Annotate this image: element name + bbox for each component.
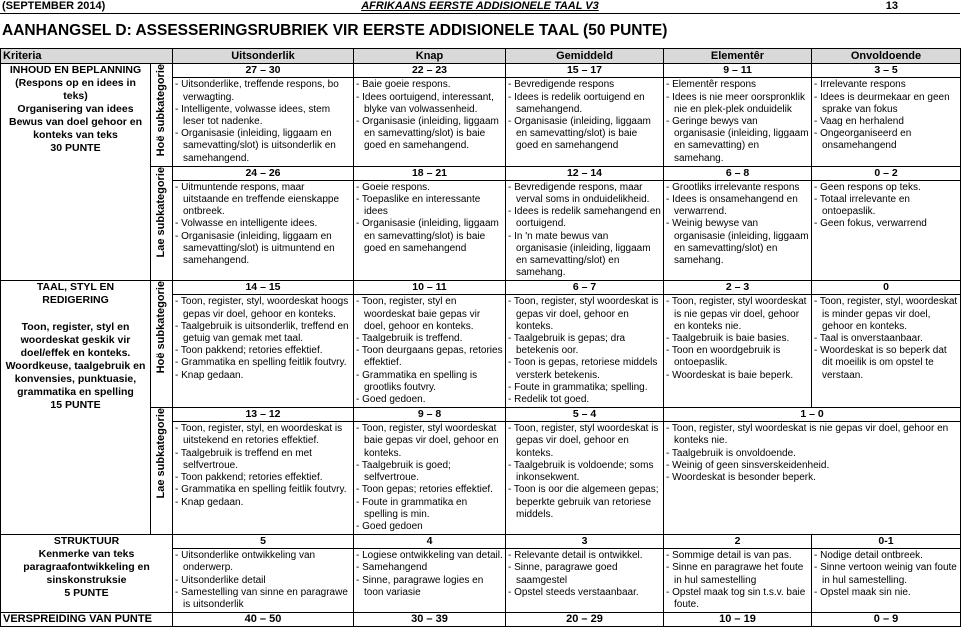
descriptor-line: - Toon, register, styl woordeskat baie gepas vir doel, gehoor en konteks. (356, 423, 499, 459)
score-band: 27 – 30 (173, 64, 354, 78)
descriptor-line: - Elementêr respons (666, 79, 757, 91)
descriptor-line: - Sinne vertoon weinig van foute in hul samestelling. (814, 562, 957, 586)
descriptor-line: - Grootliks irrelevante respons (666, 181, 800, 193)
descriptor-line: - Toon, register, styl woordeskat is gepas vir doel, gehoor en konteks. (508, 423, 659, 459)
descriptor-line: - Vaag en herhalend (814, 116, 904, 128)
descriptor-cell (664, 180, 812, 281)
descriptor-line: - Geen fokus, verwarrend (814, 218, 927, 230)
header-date: (SEPTEMBER 2014) (2, 0, 106, 12)
descriptor-line: - Taalgebruik is treffend. (356, 333, 463, 345)
score-band: 2 – 3 (664, 281, 812, 295)
descriptor-line: - Totaal irrelevante en ontoepaslik. (814, 194, 910, 218)
descriptor-line: - Sinne, paragrawe goed saamgestel (508, 562, 618, 586)
descriptor-line: - Goeie respons. (356, 181, 430, 193)
spread-value: 20 – 29 (506, 613, 664, 627)
descriptor-line: - In 'n mate bewus van organisasie (inleiding, liggaam en samevatting/slot) en samehang. (508, 230, 651, 279)
score-band: 12 – 14 (506, 166, 664, 180)
descriptor-line: - Toepaslike en interessante idees (356, 194, 481, 218)
subcategory-label: Lae subkategorie (155, 408, 167, 499)
descriptor-line: - Organisasie (inleiding, liggaam en samevatting/slot) is baie goed en samehangend (508, 116, 651, 152)
descriptor-line: - Toon gepas; retories effektief. (356, 484, 493, 496)
descriptor-line: - Organisasie (inleiding, liggaam en samevatting/slot) is uitmuntend en samehangend. (175, 230, 335, 267)
descriptor-cell (173, 422, 354, 535)
score-band: 5 – 4 (506, 408, 664, 422)
criterion-line: Bewus van doel gehoor en konteks van teks (8, 116, 143, 142)
criterion-line: STRUKTUUR (53, 535, 120, 548)
descriptor-line: - Bevredigende respons (508, 79, 615, 91)
score-band: 6 – 8 (664, 166, 812, 180)
descriptor-line: - Uitsonderlike, treffende respons, bo verwagting. (175, 79, 339, 103)
descriptor-line: - Idees is deurmekaar en geen sprake van fokus (814, 91, 950, 115)
spread-value: 10 – 19 (664, 613, 812, 627)
descriptor-line: - Toon, register, styl, woordeskat is minder gepas vir doel, gehoor en konteks. (814, 296, 958, 332)
descriptor-line: - Idees is onsamehangend en verwarrend. (666, 194, 798, 218)
score-band: 10 – 11 (354, 281, 506, 295)
spread-row (1, 613, 961, 627)
criterion-line: Organisering van idees (17, 103, 134, 116)
descriptor-line: - Uitsonderlike ontwikkeling van onderwerp. (175, 550, 316, 574)
descriptor-line: - Volwasse en intelligente idees. (175, 218, 318, 230)
criterion-line: TAAL, STYL EN REDIGERING (36, 281, 115, 307)
header-row (1, 49, 961, 64)
spread-value: 40 – 50 (173, 613, 354, 627)
descriptor-line: - Irrelevante respons (814, 79, 906, 91)
descriptor-line: - Taalgebruik is onvoldoende. (666, 447, 796, 459)
descriptor-cell (506, 78, 664, 166)
descriptor-line: - Grammatika en spelling feitlik foutvry. (175, 484, 347, 496)
header-rule (0, 13, 960, 14)
descriptor-line: - Toon, register, styl woordeskat is nie gepas vir doel, gehoor en konteks nie. (666, 423, 949, 447)
descriptor-cell (173, 295, 354, 408)
descriptor-line: - Organisasie (inleiding, liggaam en samevatting/slot) is baie goed en samehangend. (356, 116, 499, 152)
score-band: 3 (506, 535, 664, 549)
descriptor-line: - Idees is redelik oortuigend en samehangend. (508, 91, 645, 115)
spread-value: 30 – 39 (354, 613, 506, 627)
column-header: Knap (354, 49, 506, 64)
descriptor-line: - Redelik tot goed. (508, 394, 590, 406)
descriptor-line: - Idees is nie meer oorspronklik nie en plek-plek onduidelik (666, 91, 805, 115)
score-band: 0 (812, 281, 961, 295)
descriptor-line: - Uitsonderlike detail (175, 574, 266, 586)
descriptor-line: - Toon pakkend; retories effektief. (175, 472, 323, 484)
descriptor-line: - Idees oortuigend, interessant, blyke van volwassenheid. (356, 91, 494, 115)
descriptor-line: - Goed gedoen (356, 520, 423, 532)
descriptor-line: - Sommige detail is van pas. (666, 550, 792, 562)
descriptor-line: - Taalgebruik is goed; selfvertroue. (356, 459, 451, 484)
criterion-language (1, 281, 151, 535)
descriptor-line: - Opstel maak tog sin t.s.v. baie foute. (666, 586, 806, 610)
criterion-line: INHOUD EN BEPLANNING (9, 64, 142, 77)
descriptor-line: - Foute in grammatika; spelling. (508, 381, 648, 393)
descriptor-cell (354, 422, 506, 535)
descriptor-cell (506, 422, 664, 535)
descriptor-line: - Taalgebruik is voldoende; soms inkonsekwent. (508, 459, 654, 484)
criterion-line: Toon, register, styl en woordeskat geskik vir doel/effek en konteks. (20, 321, 131, 360)
descriptor-line: - Taalgebruik is uitsonderlik, treffend en getuig van gemak met taal. (175, 320, 349, 345)
descriptor-line: - Geringe bewys van organisasie (inleiding, liggaam en samevatting) en samehang. (666, 116, 809, 164)
subcategory-label: Lae subkategorie (155, 166, 167, 258)
descriptor-line: - Relevante detail is ontwikkel. (508, 550, 643, 562)
descriptor-cell (354, 549, 506, 613)
criterion-line: Kenmerke van teks paragraafontwikkeling en sinskonstruksie (23, 548, 150, 587)
language-high-score-row (1, 281, 961, 295)
header-subject: AFRIKAANS EERSTE ADDISIONELE TAAL V3 (361, 0, 599, 12)
subcategory-high_label (151, 281, 173, 408)
content-high-score-row (1, 64, 961, 78)
score-band: 24 – 26 (173, 166, 354, 180)
structure-score-row (1, 535, 961, 549)
descriptor-line: - Nodige detail ontbreek. (814, 550, 923, 562)
score-band: 4 (354, 535, 506, 549)
header-page-number: 13 (885, 0, 898, 12)
descriptor-line: - Foute in grammatika en spelling is min. (356, 496, 468, 520)
descriptor-line: - Geen respons op teks. (814, 181, 921, 193)
descriptor-cell (173, 180, 354, 281)
descriptor-line: - Toon is oor die algemeen gepas; beperkte gebruik van retoriese middels. (508, 484, 659, 520)
score-band: 6 – 7 (506, 281, 664, 295)
descriptor-cell (506, 180, 664, 281)
descriptor-line: - Logiese ontwikkeling van detail. (356, 550, 503, 562)
descriptor-line: - Taal is onverstaanbaar. (814, 333, 923, 345)
column-header: Onvoldoende (812, 49, 961, 64)
descriptor-cell (354, 295, 506, 408)
criterion-line: (Respons op en idees in teks) (15, 77, 136, 103)
subcategory-high_label (151, 64, 173, 166)
descriptor-line: - Toon, register, styl woordeskat is gepas vir doel, gehoor en konteks. (508, 296, 659, 332)
spread-value: 0 – 9 (812, 613, 961, 627)
descriptor-cell (812, 549, 961, 613)
descriptor-line: - Taalgebruik is gepas; dra betekenis oor. (508, 333, 626, 357)
descriptor-cell (354, 78, 506, 166)
descriptor-line: - Goed gedoen. (356, 394, 426, 406)
descriptor-line: - Knap gedaan. (175, 496, 244, 508)
descriptor-line: - Woordeskat is besonder beperk. (666, 472, 816, 484)
descriptor-line: - Toon is gepas, retoriese middels versterk betekenis. (508, 357, 658, 381)
score-band: 2 (664, 535, 812, 549)
descriptor-cell (812, 180, 961, 281)
descriptor-line: - Toon, register, styl, woordeskat hoogs gepas vir doel, gehoor en konteks. (175, 296, 349, 320)
score-band: 0-1 (812, 535, 961, 549)
criterion-line: 5 PUNTE (64, 587, 109, 600)
criterion-structure (1, 535, 173, 613)
rubric-table (0, 48, 961, 627)
descriptor-line: - Bevredigende respons, maar verval soms in onduidelikheid. (508, 181, 650, 206)
descriptor-line: - Samehangend (356, 562, 428, 574)
descriptor-line: - Toon, register, styl, en woordeskat is uitstekend en retories effektief. (175, 423, 343, 447)
descriptor-line: - Uitmuntende respons, maar uitstaande en treffende eienskappe ontbreek. (175, 181, 340, 218)
descriptor-line: - Weinig of geen sinsverskeidenheid. (666, 459, 830, 471)
descriptor-cell (506, 549, 664, 613)
score-band: 15 – 17 (506, 64, 664, 78)
descriptor-cell (812, 78, 961, 166)
descriptor-line: - Taalgebruik is baie basies. (666, 333, 790, 345)
descriptor-line: - Idees is redelik samehangend en oortuigend. (508, 206, 661, 230)
descriptor-cell (506, 295, 664, 408)
score-band: 0 – 2 (812, 166, 961, 180)
descriptor-line: - Organisasie (inleiding, liggaam en samevatting/slot) is baie goed en samehangend (356, 218, 499, 254)
score-band: 3 – 5 (812, 64, 961, 78)
descriptor-cell (354, 180, 506, 281)
descriptor-cell (664, 78, 812, 166)
descriptor-line: - Knap gedaan. (175, 369, 244, 381)
descriptor-line: - Toon, register, styl woordeskat is nie gepas vir doel, gehoor en konteks nie. (666, 296, 807, 332)
descriptor-line: - Toon en woordgebruik is ontoepaslik. (666, 345, 781, 369)
descriptor-line: - Taalgebruik is treffend en met selfvertroue. (175, 447, 312, 471)
subcategory-low_label (151, 166, 173, 281)
score-band: 9 – 8 (354, 408, 506, 422)
descriptor-line: - Opstel maak sin nie. (814, 586, 911, 598)
descriptor-line: - Grammatika en spelling feitlik foutvry. (175, 357, 347, 369)
score-band: 14 – 15 (173, 281, 354, 295)
descriptor-line: - Samestelling van sinne en paragrawe is uitsonderlik (175, 586, 348, 610)
descriptor-line: - Toon pakkend; retories effektief. (175, 345, 323, 357)
subcategory-label: Hoë subkategorie (155, 281, 167, 374)
descriptor-line: - Toon, register, styl en woordeskat baie gepas vir doel, gehoor en konteks. (356, 296, 481, 332)
descriptor-line: - Opstel steeds verstaanbaar. (508, 586, 639, 598)
descriptor-line: - Grammatika en spelling is grootliks foutvry. (356, 369, 478, 393)
descriptor-line: - Intelligente, volwasse idees, stem leser tot nadenke. (175, 103, 331, 128)
score-band: 18 – 21 (354, 166, 506, 180)
score-band: 22 – 23 (354, 64, 506, 78)
score-band: 9 – 11 (664, 64, 812, 78)
descriptor-line: - Baie goeie respons. (356, 79, 451, 91)
descriptor-line: - Sinne, paragrawe logies en toon variasie (356, 574, 484, 598)
column-header: Gemiddeld (506, 49, 664, 64)
descriptor-cell (664, 549, 812, 613)
descriptor-line: - Woordeskat is so beperk dat dit moeilik is om opstel te verstaan. (814, 345, 947, 381)
descriptor-line: - Ongeorganiseerd en onsamehangend (814, 128, 912, 152)
criterion-line: 15 PUNTE (50, 399, 101, 412)
score-band: 13 – 12 (173, 408, 354, 422)
score-band: 5 (173, 535, 354, 549)
page-title: AANHANGSEL D: ASSESSERINGSRUBRIEK VIR EERSTE ADDISIONELE TAAL (50 PUNTE) (2, 22, 668, 39)
descriptor-line: - Organisasie (inleiding, liggaam en samevatting/slot) is uitsonderlik en samehangend. (175, 128, 336, 164)
column-header: Uitsonderlik (173, 49, 354, 64)
descriptor-cell (664, 295, 812, 408)
descriptor-line: - Woordeskat is baie beperk. (666, 369, 794, 381)
column-header: Kriteria (1, 49, 173, 64)
column-header: Elementêr (664, 49, 812, 64)
spread-label: VERSPREIDING VAN PUNTE (1, 613, 173, 627)
descriptor-cell (173, 78, 354, 166)
descriptor-cell (664, 422, 961, 535)
score-band: 1 – 0 (664, 408, 961, 422)
descriptor-line: - Weinig bewyse van organisasie (inleiding, liggaam en samevatting/slot) en samehang. (666, 218, 809, 267)
descriptor-line: - Toon deurgaans gepas, retories effektief. (356, 345, 503, 369)
criterion-content (1, 64, 151, 281)
criterion-line: 30 PUNTE (50, 142, 101, 155)
page-header (0, 0, 960, 14)
criterion-line: Woordkeuse, taalgebruik en konvensies, punktuasie, grammatika en spelling (5, 360, 146, 399)
descriptor-cell (173, 549, 354, 613)
subcategory-label: Hoë subkategorie (155, 64, 167, 157)
descriptor-cell (812, 295, 961, 408)
subcategory-low_label (151, 408, 173, 535)
descriptor-line: - Sinne en paragrawe het foute in hul samestelling (666, 562, 804, 586)
